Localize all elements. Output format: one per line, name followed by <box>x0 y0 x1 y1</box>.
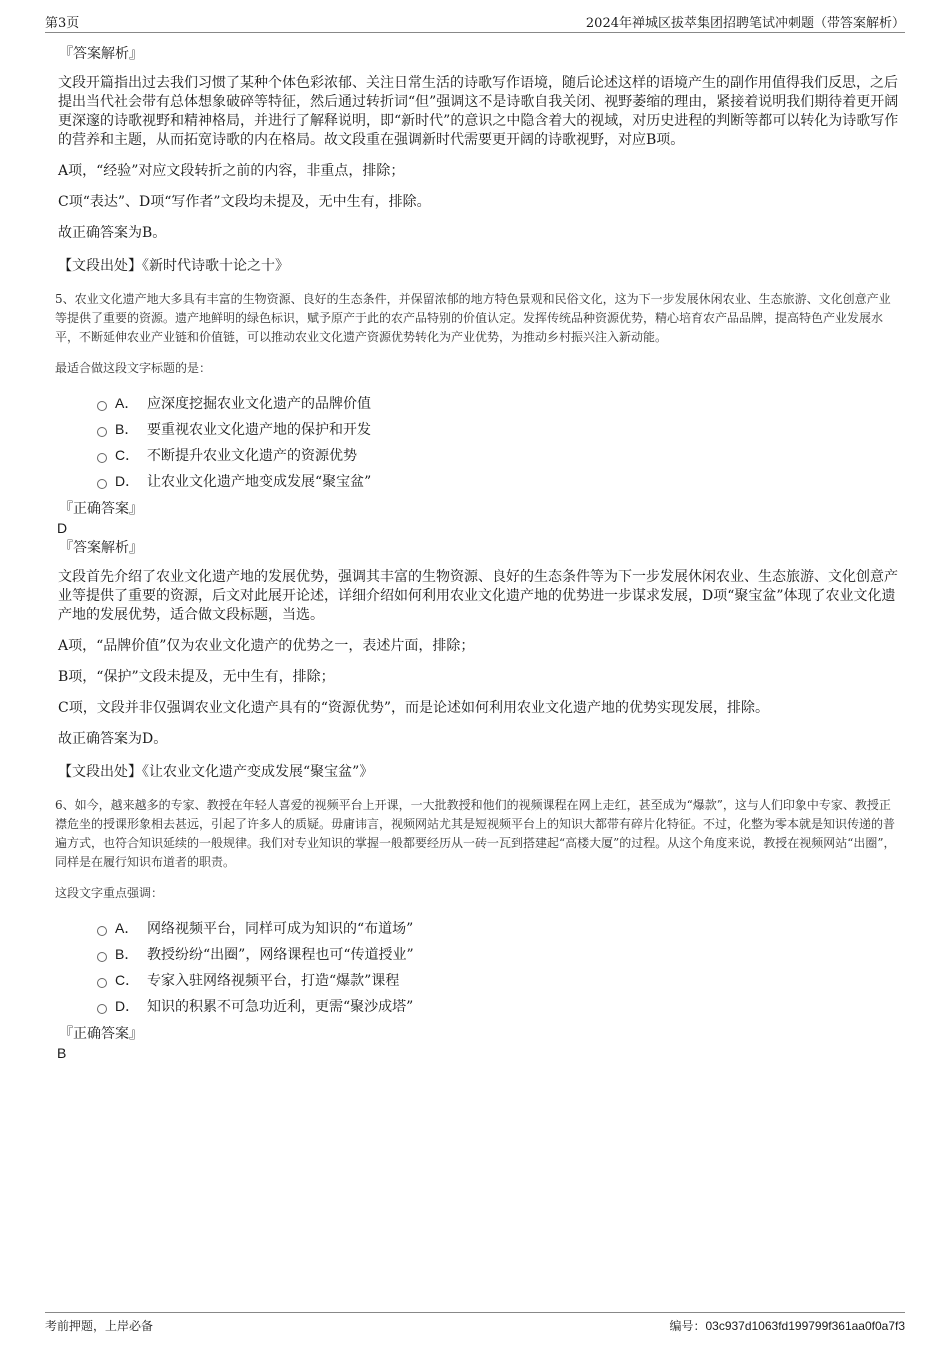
page-header <box>45 12 905 33</box>
q6-answer-label: 『正确答案』 <box>59 1026 143 1042</box>
q5-option-a[interactable]: A． 应深度挖掘农业文化遗产的品牌价值 <box>97 390 900 416</box>
radio-icon[interactable] <box>97 926 107 936</box>
q4-option-a-note: A项，“经验”对应文段转折之前的内容，非重点，排除； <box>58 163 405 179</box>
q5-option-b[interactable]: B． 要重视农业文化遗产地的保护和开发 <box>97 416 900 442</box>
q5-answer: D <box>57 520 68 536</box>
document-title: 2024年禅城区拔萃集团招聘笔试冲刺题（带答案解析） <box>585 16 905 31</box>
q6-prompt: 这段文字重点强调： <box>55 886 164 900</box>
radio-icon[interactable] <box>97 401 107 411</box>
q6-answer: B <box>57 1045 67 1061</box>
radio-icon[interactable] <box>97 479 107 489</box>
q5-answer-label: 『正确答案』 <box>59 501 143 517</box>
q5-prompt: 最适合做这段文字标题的是： <box>55 361 212 375</box>
radio-icon[interactable] <box>97 978 107 988</box>
radio-icon[interactable] <box>97 952 107 962</box>
q6-option-b[interactable]: B． 教授纷纷“出圈”，网络课程也可“传道授业” <box>97 941 900 967</box>
q5-options <box>97 390 900 494</box>
q6-option-a[interactable]: A． 网络视频平台，同样可成为知识的“布道场” <box>97 915 900 941</box>
footer-slogan: 考前押题，上岸必备 <box>45 1319 154 1333</box>
q4-source: 【文段出处】《新时代诗歌十论之十》 <box>58 258 289 274</box>
q5-source: 【文段出处】《让农业文化遗产变成发展“聚宝盆”》 <box>58 764 374 780</box>
q4-analysis-label: 『答案解析』 <box>59 46 143 62</box>
q5-analysis: 文段首先介绍了农业文化遗产地的发展优势，强调其丰富的生物资源、良好的生态条件等为下一步发展休闲农业、生态旅游、文化创意产业等提供了重要的资源，后文对此展开论述，详细介绍如何利用农业文化遗产地的优势进一步谋求发展，D项“聚宝盆”体现了农业文化遗产地的发展优势，适合做文段标题，当选。 <box>58 569 898 623</box>
document-id: 编号：03c937d1063fd199799f361aa0f0a7f3 <box>669 1319 905 1333</box>
q5-analysis-label: 『答案解析』 <box>59 540 143 556</box>
q6-option-c[interactable]: C． 专家入驻网络视频平台，打造“爆款”课程 <box>97 967 900 993</box>
q6-option-d[interactable]: D． 知识的积累不可急功近利，更需“聚沙成塔” <box>97 993 900 1019</box>
q5-option-a-note: A项，“品牌价值”仅为农业文化遗产的优势之一，表述片面，排除； <box>58 638 475 654</box>
q6-options <box>97 915 900 1019</box>
q4-analysis: 文段开篇指出过去我们习惯了某种个体色彩浓郁、关注日常生活的诗歌写作语境，随后论述这样的语境产生的副作用值得我们反思，之后提出当代社会带有总体想象破碎等特征，然后通过转折词“但”强调这不是诗歌自我关闭、视野萎缩的理由，紧接着说明我们期待着更开阔更深邃的诗歌视野和精神格局，并进行了解释说明，即“新时代”的意识之中隐含着大的视域，对历史进程的判断等都可以转化为诗歌写作的营养和主题，从而拓宽诗歌的内在格局。故文段重在强调新时代需要更开阔的诗歌视野，对应B项。 <box>58 75 899 148</box>
q4-option-cd-note: C项“表达”、D项“写作者”文段均未提及，无中生有，排除。 <box>58 194 431 210</box>
document-body <box>55 44 900 1063</box>
q4-conclusion: 故正确答案为B。 <box>58 225 167 241</box>
radio-icon[interactable] <box>97 453 107 463</box>
q5-question: 5、农业文化遗产地大多具有丰富的生物资源、良好的生态条件，并保留浓郁的地方特色景观和民俗文化，这为下一步发展休闲农业、生态旅游、文化创意产业等提供了重要的资源。遗产地鲜明的绿色标识，赋予原产于此的农产品特别的价值认定。发挥传统品种资源优势，精心培育农产品品牌，提高特色产业发展水平，不断延伸农业产业链和价值链，可以推动农业文化遗产资源优势转化为产业优势，为推动乡村振兴注入新动能。 <box>55 292 891 344</box>
radio-icon[interactable] <box>97 1004 107 1014</box>
q5-option-b-note: B项，“保护”文段未提及，无中生有，排除； <box>58 669 335 685</box>
q5-option-c-note: C项，文段并非仅强调农业文化遗产具有的“资源优势”，而是论述如何利用农业文化遗产地的优势实现发展，排除。 <box>58 700 770 716</box>
page-footer <box>45 1312 905 1335</box>
page-number: 第3页 <box>45 16 80 31</box>
q5-conclusion: 故正确答案为D。 <box>58 731 168 747</box>
radio-icon[interactable] <box>97 427 107 437</box>
q6-question: 6、如今，越来越多的专家、教授在年轻人喜爱的视频平台上开课，一大批教授和他们的视频课程在网上走红，甚至成为“爆款”，这与人们印象中专家、教授正襟危坐的授课形象相去甚远，引起了许多人的质疑。毋庸讳言，视频网站尤其是短视频平台上的知识大都带有碎片化特征。不过，化整为零本就是知识传递的普遍方式，也符合知识延续的一般规律。我们对专业知识的掌握一般都要经历从一砖一瓦到搭建起“高楼大厦”的过程。从这个角度来说，教授在视频网站“出圈”，同样是在履行知识布道者的职责。 <box>55 798 896 869</box>
q5-option-c[interactable]: C． 不断提升农业文化遗产的资源优势 <box>97 442 900 468</box>
q5-option-d[interactable]: D． 让农业文化遗产地变成发展“聚宝盆” <box>97 468 900 494</box>
